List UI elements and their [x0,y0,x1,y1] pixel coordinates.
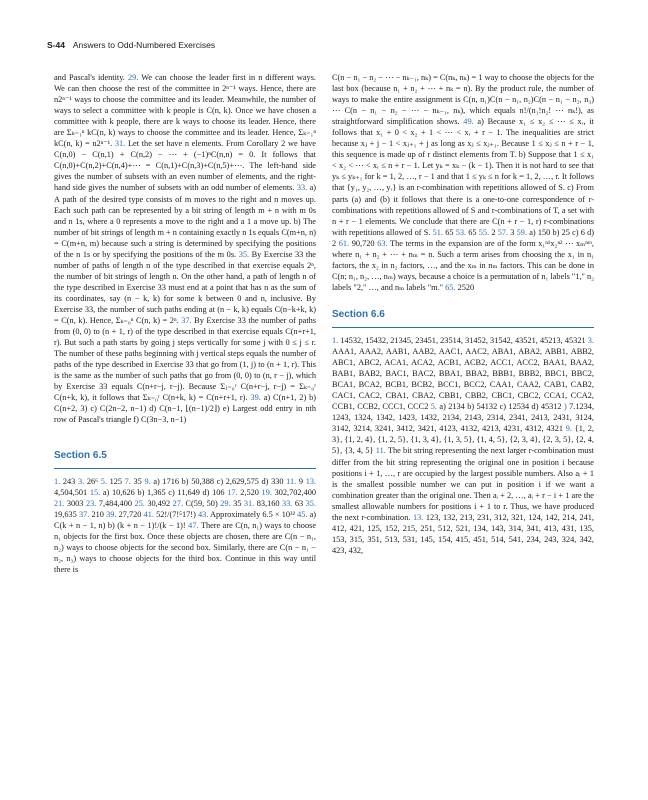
answer-item: 3. AAA1, AAA2, AAB1, AAB2, AAC1, AAC2, ABA1, ABA2, ABB1, ABB2, ABC1, ABC2, ACA1, ACA2, ACB1, ACB2, ACC1, ACC2, BAA1, BAA2, BAB1, BAB2, BAC1, BAC2, BBA1, BBA2, BBB1, BBB2, BBC1, BBC2, BCA1, BCA2, BCB1, BCB2, BCC1, BCC2, CAA1, CAA2, CAB1, CAB2, CAC1, CAC2, CBA1, CBA2, CBB1, CBB2, CBC1, CBC2, CCA1, CCA2, CCB1, CCB2, CCC1, CCC2 [332,335,595,412]
exercise-37: 37. By Exercise 33 the number of paths from (0, 0) to (n + 1, r) of the type described in that exercise equals C(n+r+1, r). But such a path starts by going j steps vertically for some j with 0 ≤ j ≤ r. The number of these paths beginning with j vertical steps equals the number of paths of the type described in Exercise 33 that go from (1, j) to (n + 1, r). This is the same as the number of such paths that go from (0, 0) to (n, r − j), which by Exercise 33 equals C(n+r−j, r−j). Because Σⱼ₌₀ʳ C(n+r−j, r−j) = Σₖ₌₀ʳ C(n+k, k), it follows that Σₖ₌₀ʳ C(n+k, k) = C(n+r+1, r). [54,316,316,403]
answer-item: 21. 3003 [54,498,84,508]
answer-item: 5. a) 2134 b) 54132 c) 12534 d) 45312 [430,402,562,412]
section-rule [332,327,594,328]
exercise-31: 31. Let the set have n elements. From Corollary 2 we have C(n,0) − C(n,1) + C(n,2) − ⋯ + (−1)ⁿC(n,n) = 0. It follows that C(n,0)+C(n,2)+C(n,4)+⋯ = C(n,1)+C(n,3)+C(n,5)+⋯. The left-hand side gives the number of subsets with an even number of elements, and the right-hand side gives the number of subsets with an odd number of elements. [54,139,316,193]
answer-item: 15. a) 10,626 b) 1,365 c) 11,649 d) 106 [89,487,225,497]
answer-item: 47. There are C(n, n₁) ways to choose n₁ objects for the first box. Once these objects are chosen, there are C(n − n₁, n₂) ways to choose objects for the second box. Similarly, there are C(n − n₁ − n₂, n₃) ways to choose objects for the third box. Continue in this way until there is [54,520,317,574]
left-answers-block [54,72,316,426]
answer-item: 43. Approximately 6.5 × 10³² [197,509,295,519]
answer-item: 1. 243 [54,476,76,486]
page-header [47,40,215,50]
answer-item: 19. 302,702,400 [261,487,317,497]
page-number: S-44 [47,40,65,50]
answer-item: 31. 83,160 [243,498,280,508]
exercise-11: 11. The bit string representing the next larger r-combination must differ from the bit string representing the original one in position i because positions i + 1, …, r are occupied by the largest possible numbers. Also aᵢ + 1 is the smallest possible number we can put in position i if we want a combination greater than the original one. Then aᵢ + 2, …, aᵢ + r − i + 1 are the smallest allowable numbers for positions i + 1 to r. Thus, we have produced the next r-combination. [332,446,594,522]
answer-item: 11. 9 [286,476,304,486]
answer-item: 3. 26⁶ [77,476,99,486]
answer-item: 65. 2520 [445,282,475,292]
section-heading-6-6: Section 6.6 [332,308,385,320]
section-rule [54,468,316,469]
answer-item: 23. 7,484,400 [85,498,132,508]
left-column [54,72,316,575]
section-6-6-answers [332,335,594,556]
section-6-5-answers [54,476,316,575]
answer-item: 37. 210 [78,509,104,519]
exercise-33: 33. a) A path of the desired type consists of m moves to the right and n moves up. Each such path can be represented by a bit string of length m + n with m 0s and n 1s, where a 0 represents a move to the right and a 1 a move up. b) The number of bit strings of length m + n containing exactly n 1s equals C(m+n, n) = C(m+n, m) because such a string is determined by specifying the positions of the n 1s or by specifying the positions of the m 0s. [54,183,317,259]
answer-item: 1. 14532, 15432, 21345, 23451, 23514, 31452, 31542, 43521, 45213, 45321 [332,335,586,345]
answer-item: 59. a) 150 b) 25 c) 6 d) 2 [332,227,595,248]
exercise-29: 29. We can choose the leader first in n different ways. We can then choose the rest of the committee in 2ⁿ⁻¹ ways. Hence, there are n2ⁿ⁻¹ ways to choose the committee and its leader. Meanwhile, the number of ways to select a committee with k people is C(n, k). Once we have chosen a committee with k people, there are k ways to choose its leader. Hence, there are Σₖ₌₁ⁿ kC(n, k) ways to choose the committee and its leader. Hence, Σₖ₌₁ⁿ kC(n, k) = n2ⁿ⁻¹. [54,73,316,149]
answer-item: 5. 125 [100,476,123,486]
answer-item: 33. 63 [282,498,304,508]
exercise-49: 49. a) Because x₁ ≤ x₂ ≤ ⋯ ≤ xᵣ, it follows that x₁ + 0 < x₂ + 1 < ⋯ < xᵣ + r − 1. The inequalities are strict because xⱼ + j − 1 < xⱼ₊₁ + j as long as xⱼ ≤ xⱼ₊₁. Because 1 ≤ xⱼ ≤ n + r − 1, this sequence is made up of r distinct elements from T. b) Suppose that 1 ≤ x₁ < x₂ < ⋯ < xᵣ ≤ n + r − 1. Let yₖ = xₖ − (k − 1). Then it is not hard to see that yₖ ≤ yₖ₊₁ for k = 1, 2, …, r − 1 and that 1 ≤ yₖ ≤ n for k = 1, 2, …, r. It follows that {y₁, y₂, …, yᵣ} is an r-combination with repetitions allowed of S. c) From parts (a) and (b) it follows that there is a one-to-one correspondence of r-combinations with repetitions allowed of S and r-combinations of T, a set with n + r − 1 elements. We conclude that there are C(n + r − 1, r) r-combinations with repetitions allowed of S. [332,117,594,237]
answer-item: 55. 2 [478,227,496,237]
answer-item: 53. 65 [455,227,477,237]
answer-item: 13. 123, 132, 213, 231, 312, 321, 124, 142, 214, 241, 412, 421, 125, 152, 215, 251, 512, 521, 134, 143, 314, 341, 413, 431, 135, 153, 315, 351, 513, 531, 145, 154, 415, 451, 514, 541, 234, 243, 324, 342, 423, 432, [332,512,594,555]
answer-item: 45. a) C(k + n − 1, n) b) (k + n − 1)!/(k − 1)! [54,509,317,530]
intro-text: and Pascal's identity. [54,73,125,82]
exercise-63: 63. The terms in the expansion are of the form x₁ⁿ¹x₂ⁿ² ⋯ xₘⁿᵐ, where n₁ + n₂ + ⋯ + nₘ = n. Such a term arises from choosing the x₁ in n₁ factors, the x₂ in n₂ factors, …, and the xₘ in nₘ factors. This can be done in C(n; n₁, n₂, …, nₘ) ways, because a choice is a permutation of n₁ labels "1," n₂ labels "2," …, and nₘ labels "m." [332,238,595,292]
answer-item: 9. a) 1716 b) 50,388 c) 2,629,575 d) 330 [144,476,284,486]
continuation-text: C(n − n₁ − n₂ − ⋯ − nₖ₋₁, nₖ) = C(nₖ, nₖ) = 1 way to choose the objects for the last box (because n₁ + n₂ + ⋯ + nₖ = n). By the product rule, the number of ways to make the entire assignment is C(n, n₁)C(n − n₁, n₂)C(n − n₁ − n₂, n₃) ⋯ C(n − n₁ − n₂ − ⋯ − nₖ₋₁, nₖ), which equals n!/(n₁!n₂! ⋯ nₖ!), as straightforward simplification shows. [332,73,594,127]
answer-item: 17. 2,520 [227,487,259,497]
exercise-35: 35. By Exercise 33 the number of paths of length n of the type described in that exercise equals 2ⁿ, the number of bit strings of length n. On the other hand, a path of length n of the type described in Exercise 33 must end at a point that has n as the sum of its coordinates, say (n − k, k) for some k between 0 and n, inclusive. By Exercise 33, the number of such paths ending at (n − k, k) equals C(n−k+k, k) = C(n, k). Hence, Σₖ₌₀ⁿ C(n, k) = 2ⁿ. [54,249,316,326]
answer-item: 9. {1, 2, 3}, {1, 2, 4}, {1, 2, 5}, {1, 3, 4}, {1, 3, 5}, {1, 4, 5}, {2, 3, 4}, {2, 3, 5}, {2, 4, 5}, {3, 4, 5} [332,424,594,456]
answer-item: 39. 27,720 [106,509,142,519]
answer-item: 41. 52!/(7!⁵17!) [143,509,196,519]
right-column [332,72,594,556]
answer-item: 29. 35 [220,498,242,508]
answer-item: 61. 90,720 [338,238,375,248]
running-title: Answers to Odd-Numbered Exercises [72,40,216,50]
answer-item: 7. 35 [124,476,142,486]
right-answers-block [332,72,594,293]
answer-item: 57. 3 [497,227,515,237]
section-heading-6-5: Section 6.5 [54,449,107,461]
answer-item: 13. 4,504,501 [54,476,317,497]
answer-item: 25. 30,492 [134,498,171,508]
answer-item: ) 7.1234, 1243, 1324, 1342, 1423, 1432, 2134, 2143, 2314, 2341, 2413, 2431, 3124, 3142, 3214, 3241, 3412, 3421, 4123, 4132, 4213, 4231, 4312, 4321 [332,402,595,434]
exercise-39: 39. a) C(n+1, 2) b) C(n+2, 3) c) C(2n−2, n−1) d) C(n−1, ⌊(n−1)/2⌋) e) Largest odd entry in nth row of Pascal's triangle f) C(3n−3, n−1) [54,393,317,425]
answer-item: 35. 19,635 [54,498,317,519]
answer-item: 51. 65 [432,227,454,237]
answer-item: 27. C(59, 50) [172,498,218,508]
